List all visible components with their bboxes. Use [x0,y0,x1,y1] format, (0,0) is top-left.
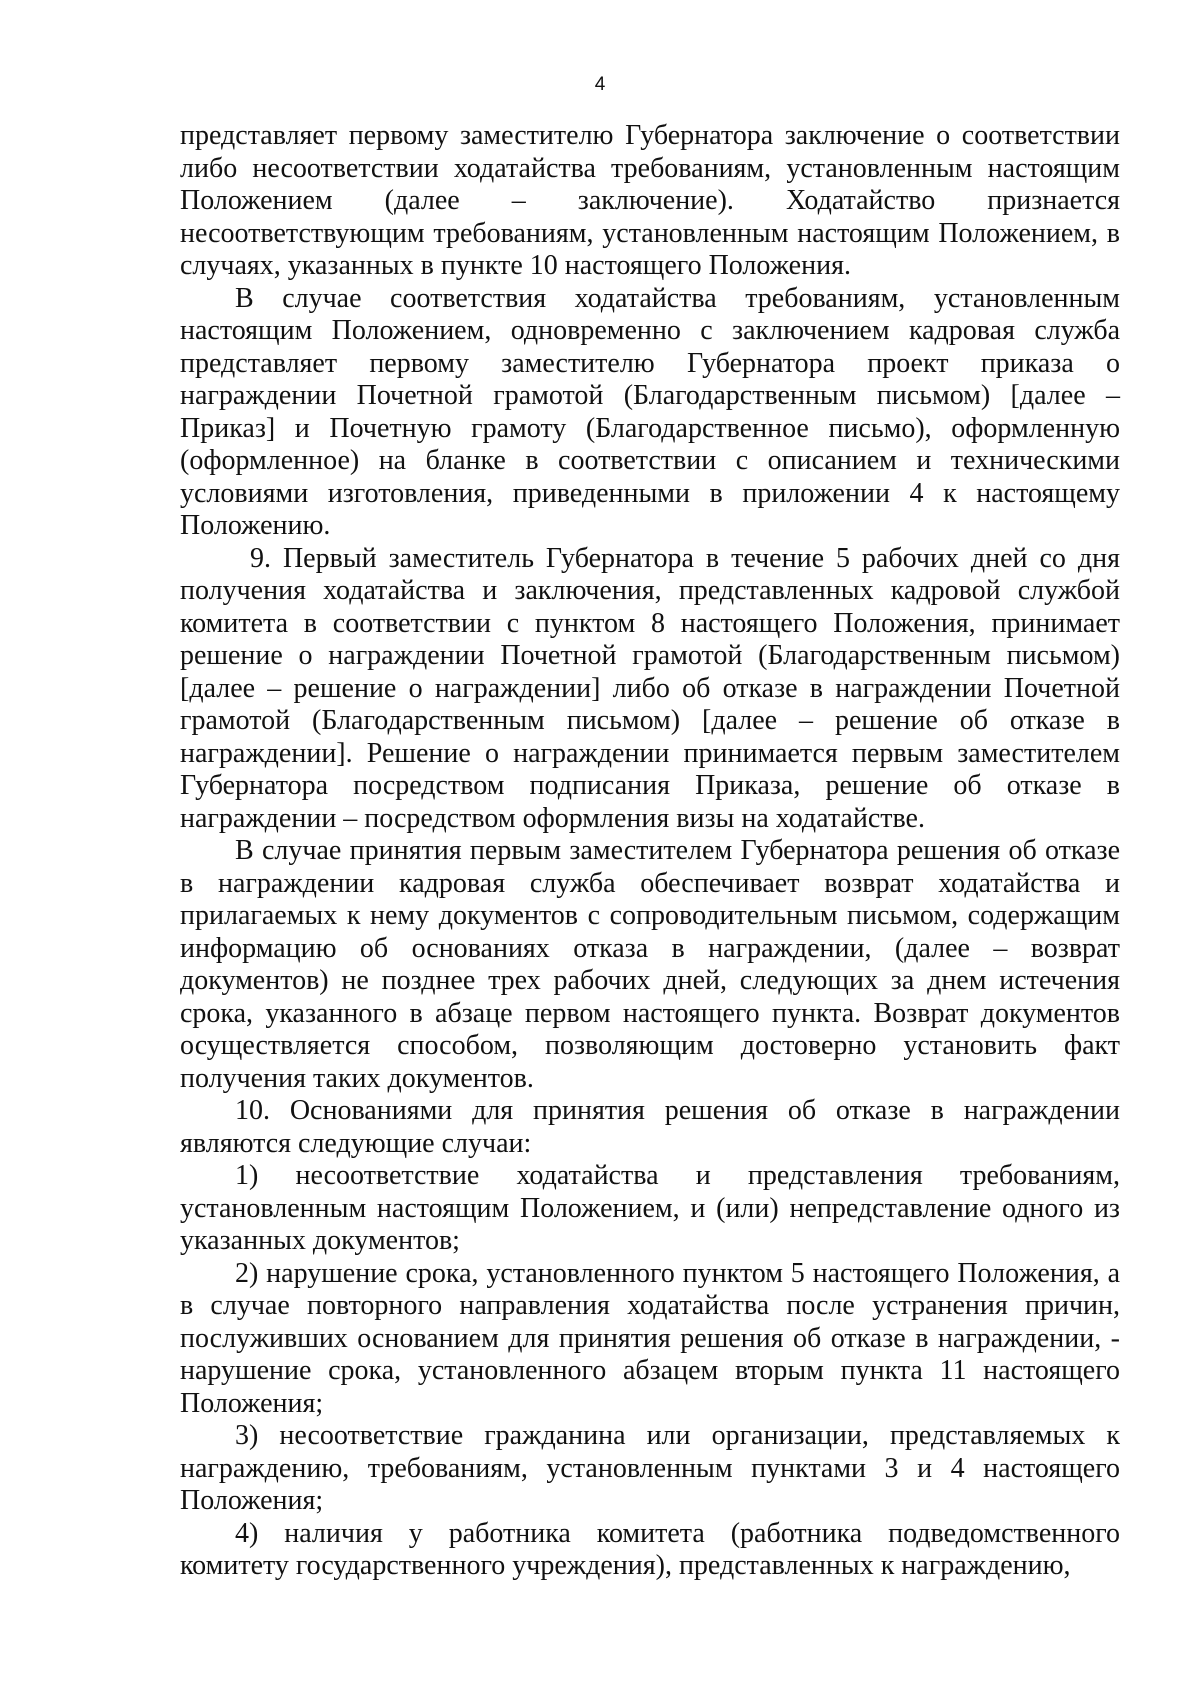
list-item-2: 2) нарушение срока, установленного пунктом 5 настоящего Положения, а в случае повторного направления ходатайства после устранения причин, послуживших основанием для принятия решения об отказе в награждении, - нарушение срока, установленного абзацем вторым пункта 11 настоящего Положения; [180,1257,1120,1419]
document-body [180,120,1120,1583]
paragraph-refusal-return: В случае принятия первым заместителем Губернатора решения об отказе в награждении кадровая служба обеспечивает возврат ходатайства и прилагаемых к нему документов с сопроводительным письмом, содержащим информацию об основаниях отказа в награждении, (далее – возврат документов) не позднее трех рабочих дней, следующих за днем истечения срока, указанного в абзаце первом настоящего пункта. Возврат документов осуществляется способом, позволяющим достоверно установить факт получения таких документов. [180,835,1120,1094]
paragraph-item-10: 10. Основаниями для принятия решения об отказе в награждении являются следующие случаи: [180,1095,1120,1159]
list-item-4: 4) наличия у работника комитета (работника подведомственного комитету государственного учреждения), представленных к награждению, [180,1517,1120,1581]
list-item-1: 1) несоответствие ходатайства и представления требованиям, установленным настоящим Положением, и (или) непредставление одного из указанных документов; [180,1160,1120,1256]
paragraph-item-9: 9. Первый заместитель Губернатора в течение 5 рабочих дней со дня получения ходатайства и заключения, представленных кадровой службой комитета в соответствии с пунктом 8 настоящего Положения, принимает решение о награждении Почетной грамотой (Благодарственным письмом) [далее – решение о награждении] либо об отказе в награждении Почетной грамотой (Благодарственным письмом) [далее – решение об отказе в награждении]. Решение о награждении принимается первым заместителем Губернатора посредством подписания Приказа, решение об отказе в награждении – посредством оформления визы на ходатайстве. [180,542,1120,834]
page-number: 4 [594,74,606,95]
paragraph-continuation: представляет первому заместителю Губернатора заключение о соответствии либо несоответствии ходатайства требованиям, установленным настоящим Положением (далее – заключение). Ходатайство признается несоответствующим требованиям, установленным настоящим Положением, в случаях, указанных в пункте 10 настоящего Положения. [180,120,1120,281]
list-item-3: 3) несоответствие гражданина или организации, представляемых к награждению, требованиям, установленным пунктами 3 и 4 настоящего Положения; [180,1420,1120,1516]
paragraph-compliance: В случае соответствия ходатайства требованиям, установленным настоящим Положением, одновременно с заключением кадровая служба представляет первому заместителю Губернатора проект приказа о награждении Почетной грамотой (Благодарственным письмом) [далее – Приказ] и Почетную грамоту (Благодарственное письмо), оформленную (оформленное) на бланке в соответствии с описанием и техническими условиями изготовления, приведенными в приложении 4 к настоящему Положению. [180,282,1120,541]
